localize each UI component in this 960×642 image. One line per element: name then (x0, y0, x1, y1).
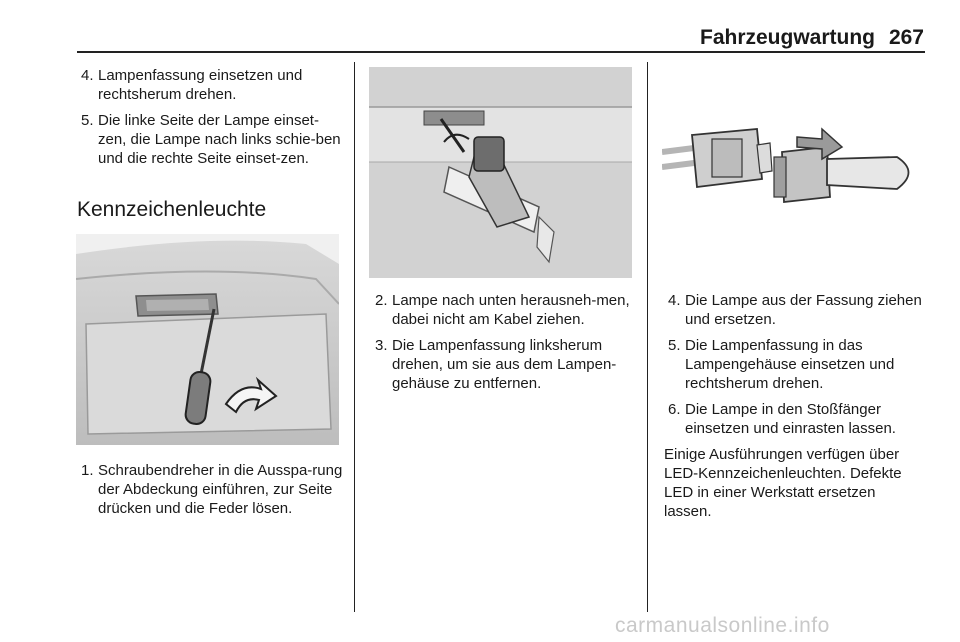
column-1-bottom (77, 461, 345, 525)
section-heading-block (77, 200, 345, 219)
led-note: Einige Ausführungen verfügen über LED-Kennzeichenleuchten. Defekte LED in einer Werkstatt ersetzen lassen. (664, 446, 902, 520)
step-number: 3. (375, 337, 388, 354)
step-5 (664, 336, 926, 393)
steps-list-bottom (77, 461, 345, 518)
step-number: 5. (668, 337, 681, 354)
step-text: Die linke Seite der Lampe einset-zen, die Lampe nach links schie-ben und die rechte Seite einset-zen. (98, 112, 341, 167)
illustration-bumper-screwdriver (76, 234, 339, 445)
column-1 (77, 66, 345, 175)
step-number: 4. (81, 67, 94, 84)
figure-license-lamp-screwdriver (76, 234, 339, 445)
step-number: 2. (375, 292, 388, 309)
header-rule (77, 51, 925, 53)
illustration-lamp-removal (369, 67, 632, 278)
figure-bulb-socket (662, 67, 925, 278)
step-text: Lampe nach unten herausneh-men, dabei nicht am Kabel ziehen. (392, 292, 630, 328)
page-header-title: Fahrzeugwartung (700, 26, 876, 49)
step-3 (371, 336, 633, 393)
illustration-bulb-socket (662, 67, 925, 278)
column-2 (371, 291, 633, 400)
step-text: Lampenfassung einsetzen und rechtsherum drehen. (98, 67, 303, 103)
step-1 (77, 461, 345, 518)
figure-lamp-removal (369, 67, 632, 278)
step-5 (77, 111, 345, 168)
steps-list-col2 (371, 291, 633, 393)
step-2 (371, 291, 633, 329)
step-number: 4. (668, 292, 681, 309)
page-number: 267 (888, 26, 924, 49)
step-4 (77, 66, 345, 104)
step-text: Schraubendreher in die Ausspa-rung der Abdeckung einführen, zur Seite drücken und die Feder lösen. (98, 462, 343, 517)
step-number: 1. (81, 462, 94, 479)
watermark: carmanualsonline.info (615, 614, 830, 637)
step-6 (664, 400, 926, 438)
step-text: Die Lampenfassung in das Lampengehäuse einsetzen und rechtsherum drehen. (685, 337, 895, 392)
steps-list-top (77, 66, 345, 168)
step-text: Die Lampe aus der Fassung ziehen und ersetzen. (685, 292, 922, 328)
column-divider-1 (354, 62, 355, 612)
steps-list-col3 (664, 291, 926, 438)
column-3 (664, 291, 926, 521)
step-text: Die Lampe in den Stoßfänger einsetzen und einrasten lassen. (685, 401, 896, 437)
column-divider-2 (647, 62, 648, 612)
step-4 (664, 291, 926, 329)
step-text: Die Lampenfassung linksherum drehen, um sie aus dem Lampen-gehäuse zu entfernen. (392, 337, 617, 392)
step-number: 6. (668, 401, 681, 418)
section-heading: Kennzeichenleuchte (77, 198, 267, 221)
step-number: 5. (81, 112, 94, 129)
